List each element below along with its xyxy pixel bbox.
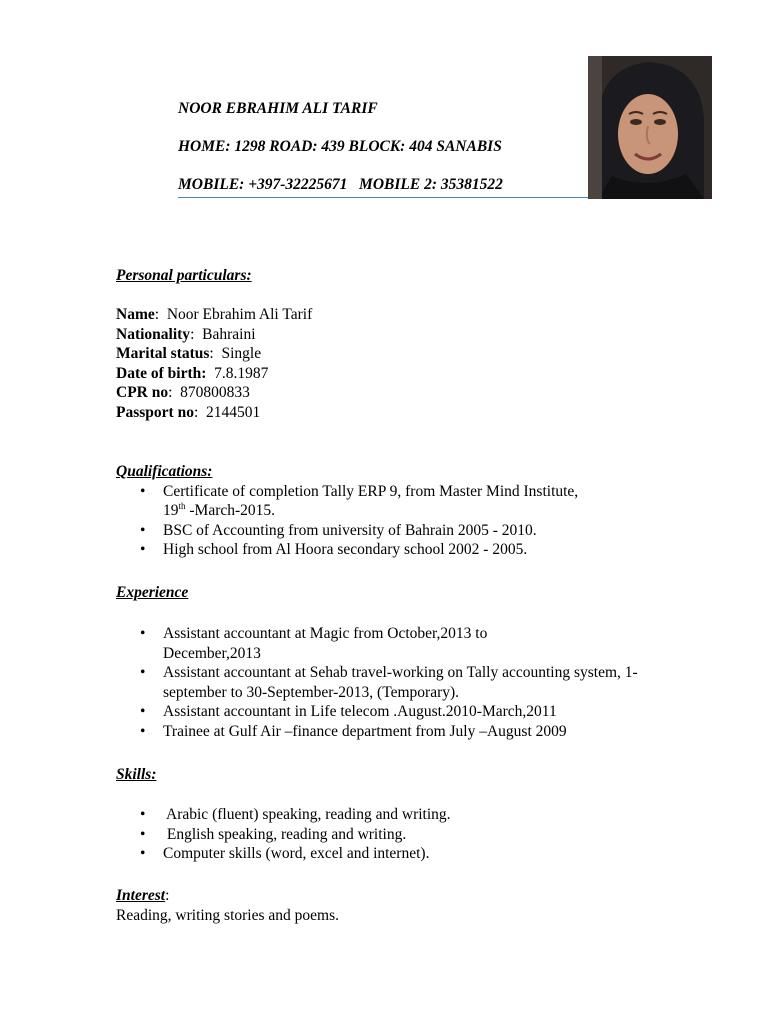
qualification-date-rest: -March-2015. [185,502,276,519]
personal-field-label: Marital status [116,345,210,362]
experience-list-block [116,624,716,741]
personal-section [116,266,716,286]
personal-field-label: Nationality [116,325,191,343]
personal-field-value: Single [221,345,262,362]
bullet-icon: • [140,806,146,823]
personal-field-row [116,383,716,403]
personal-field-separator: : [193,403,207,421]
personal-field-row [116,403,716,423]
qualification-text: BSC of Accounting from university of Bahrain 2005 - 2010. [163,521,537,539]
personal-field-label: Passport no [116,403,194,421]
personal-field-separator: : [190,325,203,343]
bullet-icon: • [140,825,146,843]
skills-list [116,805,716,864]
bullet-icon: • [140,845,146,862]
personal-field-label: CPR no [116,384,169,401]
interest-colon: : [165,887,170,904]
experience-text: Assistant accountant at Sehab travel-working on Tally accounting system, 1-september to 30-September-2013, (Temporary). [163,664,638,701]
bullet-icon: • [140,541,146,558]
qualification-item [116,521,663,541]
personal-field-row [116,364,716,384]
experience-text: Assistant accountant in Life telecom .August.2010-March,2011 [163,703,557,720]
experience-heading: Experience [116,584,189,601]
bullet-icon: • [140,521,146,539]
personal-heading: Personal particulars: [116,267,252,284]
skill-text: English speaking, reading and writing. [163,825,407,843]
personal-field-value: 7.8.1987 [214,364,269,382]
skills-heading: Skills: [116,766,157,783]
personal-field-value: 870800833 [180,384,250,401]
experience-text: Trainee at Gulf Air –finance department from July –August 2009 [163,722,567,740]
qualification-item [116,482,663,521]
qualifications-section [116,462,716,560]
header-divider [178,197,588,198]
skill-text: Computer skills (word, excel and internet). [163,845,430,862]
interest-text: Reading, writing stories and poems. [116,906,339,924]
skill-item [116,805,663,825]
qualification-date-day: 19 [163,502,179,519]
personal-field-value: Bahraini [202,325,256,343]
qualification-item [116,540,663,560]
personal-field-label: Name [116,306,155,323]
skill-item [116,825,663,845]
profile-photo [588,56,712,199]
personal-fields [116,305,716,422]
interest-section [116,886,716,925]
bullet-icon: • [140,703,146,720]
qualifications-list [116,482,716,560]
personal-field-value: Noor Ebrahim Ali Tarif [166,306,313,323]
header-home-address: HOME: 1298 ROAD: 439 BLOCK: 404 SANABIS [178,138,502,155]
skills-list-block [116,805,716,864]
interest-heading: Interest [116,887,166,904]
personal-field-separator: : [154,306,167,323]
personal-field-row [116,325,716,345]
experience-list [116,624,716,741]
experience-section [116,583,716,603]
experience-text: Assistant accountant at Magic from October,2013 to December,2013 [163,625,488,662]
experience-item [116,624,663,663]
skill-item [116,844,663,864]
qualifications-heading: Qualifications: [116,463,213,480]
personal-field-row [116,344,716,364]
personal-field-separator [206,365,214,382]
bullet-icon: • [140,664,146,681]
personal-field-separator: : [209,345,222,362]
header-mobile: MOBILE: +397-32225671 MOBILE 2: 35381522 [178,176,503,193]
bullet-icon: • [140,722,146,740]
qualification-date-suffix: th [178,500,186,511]
qualification-text: High school from Al Hoora secondary school 2002 - 2005. [163,541,528,558]
experience-item [116,663,663,702]
bullet-icon: • [140,482,146,500]
personal-field-separator: : [168,384,181,401]
bullet-icon: • [140,625,146,642]
personal-field-label: Date of birth: [116,364,207,382]
header-name: NOOR EBRAHIM ALI TARIF [178,100,378,117]
experience-item [116,722,663,742]
experience-item [116,702,663,722]
qualification-line: Certificate of completion Tally ERP 9, from Master Mind Institute, [163,482,579,500]
skills-section [116,765,716,785]
skill-text: Arabic (fluent) speaking, reading and writing. [163,806,451,823]
personal-field-row [116,305,716,325]
personal-field-value: 2144501 [206,403,261,421]
